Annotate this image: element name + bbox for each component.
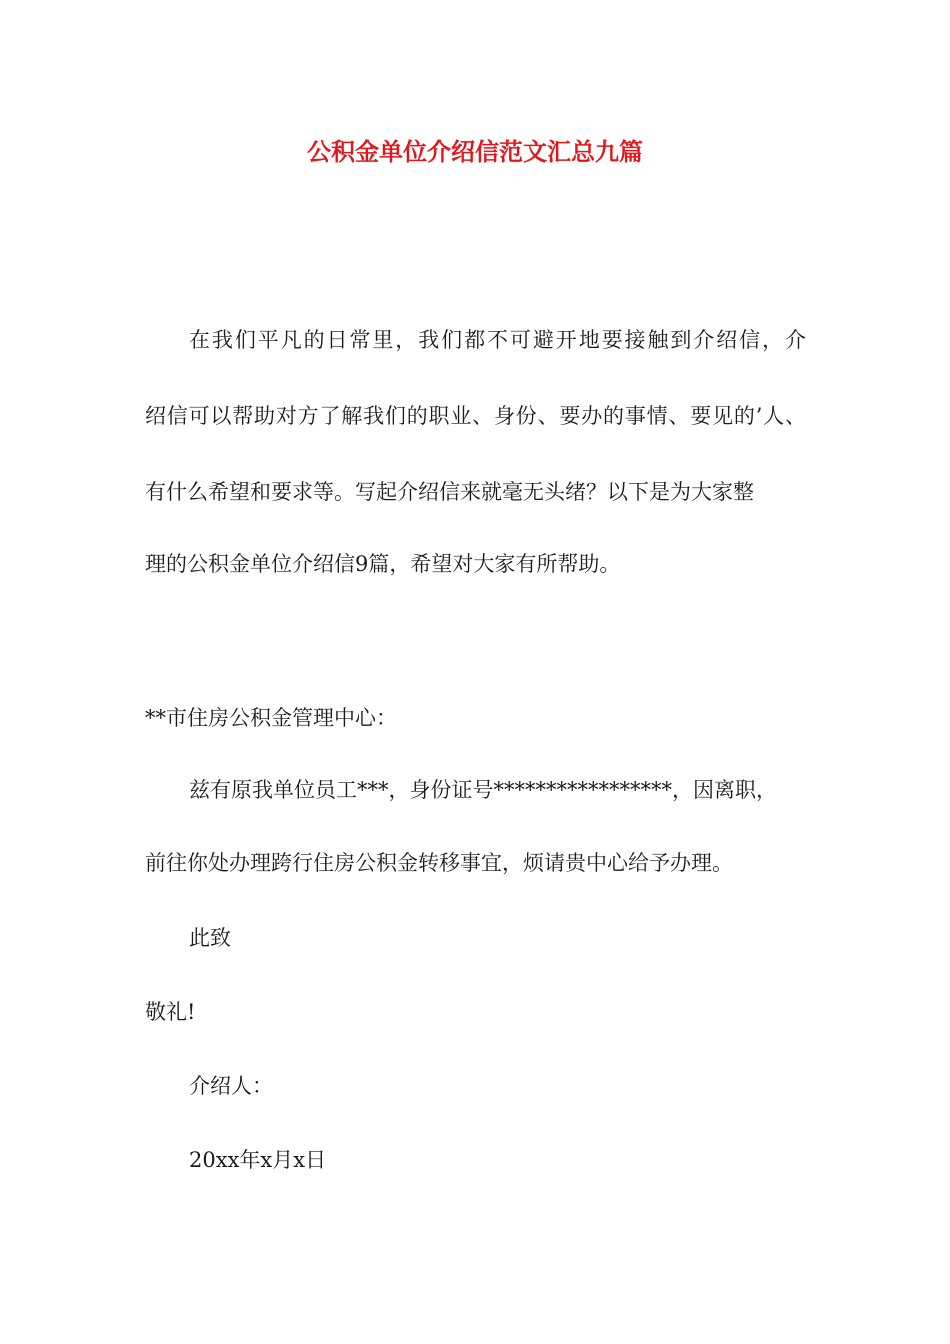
letter-introducer: 介绍人：: [189, 1074, 273, 1098]
document-title: 公积金单位介绍信范文汇总九篇: [307, 138, 643, 166]
letter-regards: 敬礼!: [145, 1000, 196, 1024]
intro-paragraph-line: 在我们平凡的日常里，我们都不可避开地要接触到介绍信，介: [189, 328, 806, 352]
letter-closing: 此致: [189, 926, 231, 950]
letter-date: 20xx年x月x日: [189, 1148, 327, 1172]
intro-paragraph-line: 绍信可以帮助对方了解我们的职业、身份、要办的事情、要见的’人、: [145, 404, 806, 428]
letter-body-line: 前往你处办理跨行住房公积金转移事宜，烦请贵中心给予办理。: [145, 851, 733, 875]
letter-salutation: **市住房公积金管理中心：: [145, 706, 397, 730]
intro-paragraph-line: 理的公积金单位介绍信9篇，希望对大家有所帮助。: [145, 552, 621, 576]
intro-paragraph-line: 有什么希望和要求等。写起介绍信来就毫无头绪？以下是为大家整: [145, 480, 754, 504]
letter-body-line: 兹有原我单位员工***，身份证号*****************，因离职，: [189, 778, 777, 802]
